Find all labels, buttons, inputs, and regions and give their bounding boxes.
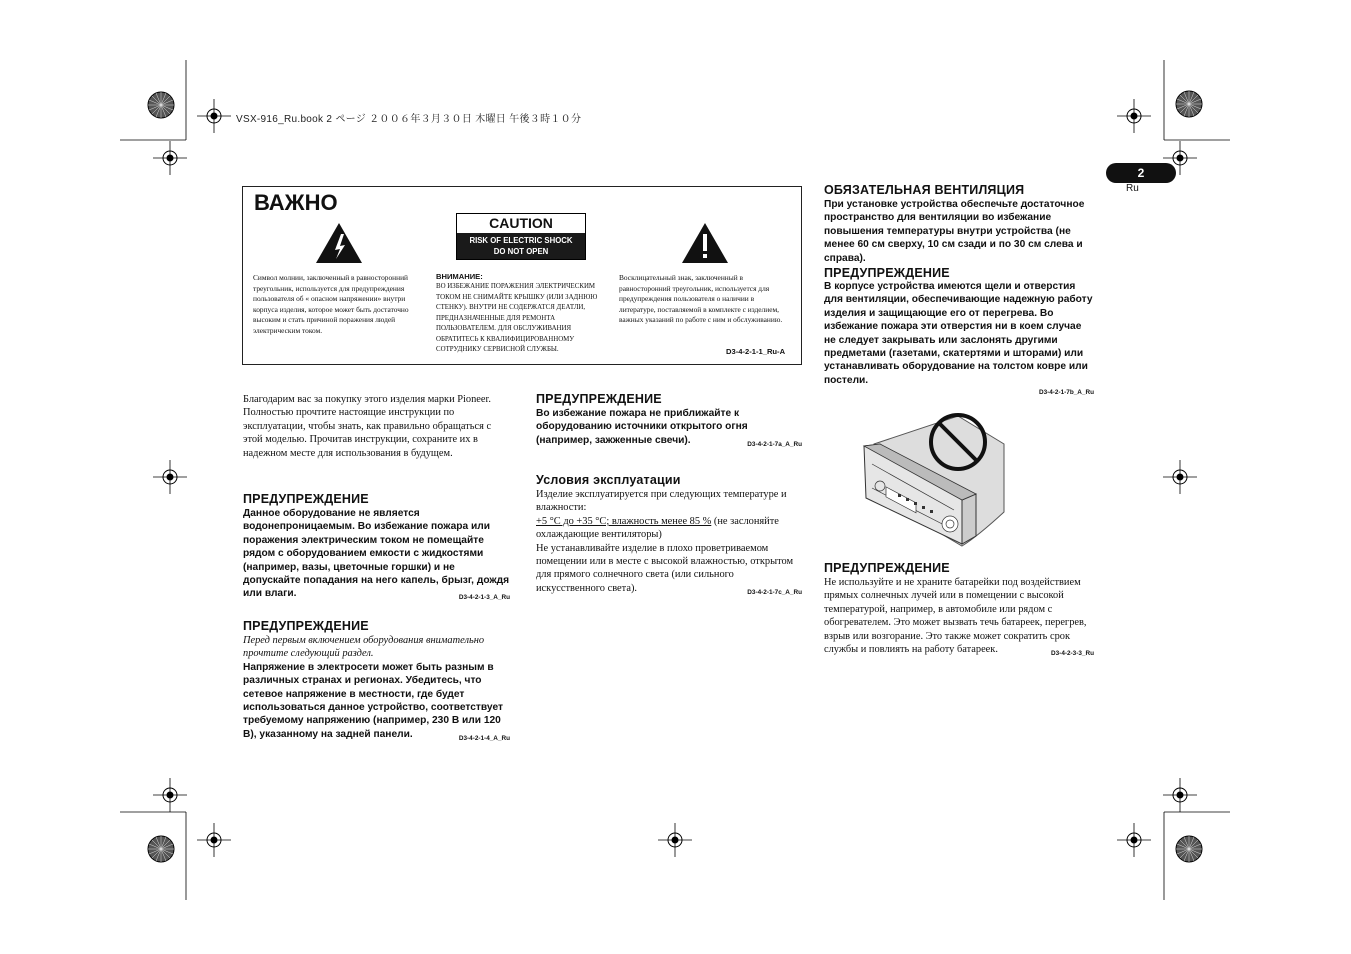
- caution-sublabel: [457, 233, 585, 259]
- operating-conditions-heading: Условия эксплуатации: [536, 473, 681, 487]
- warning-batteries-body: Не используйте и не храните батарейки под воздействием прямых солнечных лучей или в помещении с высокой температурой, например, в автомобиле или рядом с обогревателем. Это может вызвать течь батареек, перегрев, взрыв или возгорание. Это также может сократить срок службы и повлиять на работу батареек.: [824, 577, 1087, 656]
- important-box-code: D3-4-2-1-1_Ru-A: [726, 347, 786, 356]
- caution-label: [456, 213, 586, 260]
- warning-openings-text: В корпусе устройства имеются щели и отверстия для вентиляции, обеспечивающие надежную работу изделия и защищающие его от перегрева. Во избежание пожара эти отверстия ни в коем случае не следует закрывать или заслонять другими предметами (газетами, скатертями и шторами) или устанавливать оборудование на толстом ковре или постели.: [824, 281, 1093, 386]
- page-number-tab: 2: [1106, 163, 1176, 183]
- conditions-range: +5 °C до +35 °C; влажность менее 85 %: [536, 515, 712, 527]
- warning-fire-text: [536, 407, 802, 447]
- warning-fire-code: D3-4-2-1-7a_A_Ru: [747, 440, 802, 448]
- exclamation-triangle-icon: [681, 222, 729, 264]
- caution-text: ВО ИЗБЕЖАНИЕ ПОРАЖЕНИЯ ЭЛЕКТРИЧЕСКИМ ТОКОМ НЕ СНИМАЙТЕ КРЫШКУ (ИЛИ ЗАДНЮЮ СТЕНКУ). ВНУТРИ НЕ СОДЕРЖАТСЯ ДЕАТЛИ, ПРЕДНАЗНАЧЕННЫЕ ДЛЯ РЕМОНТА ПОЛЬЗОВАТЕЛЕМ. ДЛЯ ОБСЛУЖИВАНИЯ ОБРАТИТЕСЬ К КВАЛИФИЦИРОВАННОМУ СОТРУДНИКУ СЕРВИСНОЙ СЛУЖБЫ.: [436, 283, 598, 353]
- warning-voltage-heading: ПРЕДУПРЕЖДЕНИЕ: [243, 619, 369, 633]
- page-language: Ru: [1126, 183, 1139, 194]
- warning-voltage-body: Напряжение в электросети может быть разным в различных странах и регионах. Убедитесь, что сетевое напряжение в местности, где будет использоваться данное устройство, соответствует требуемому напряжению (например, 230 В или 120 В), указанному на задней панели.: [243, 661, 503, 740]
- caution-heading: ВНИМАНИЕ:: [436, 272, 483, 281]
- warning-water-text: [243, 507, 510, 601]
- warning-fire-section: [536, 392, 802, 451]
- caution-line-1: RISK OF ELECTRIC SHOCK: [469, 236, 573, 245]
- warning-batteries-text: [824, 576, 1094, 656]
- warning-water-code: D3-4-2-1-3_A_Ru: [458, 594, 510, 602]
- operating-conditions-code: D3-4-2-1-7c_A_Ru: [747, 588, 802, 596]
- warning-voltage-italic: Перед первым включением оборудования внимательно прочтите следующий раздел.: [243, 635, 485, 660]
- ventilation-heading: ОБЯЗАТЕЛЬНАЯ ВЕНТИЛЯЦИЯ: [824, 183, 1025, 197]
- warning-water-section: [243, 492, 510, 605]
- exclamation-description: Восклицательный знак, заключенный в равносторонний треугольник, используется для предупреждения пользователя о наличии в литературе, поставляемой в комплекте с изделием, важных указаний по работе с ним и обслуживанию.: [619, 273, 783, 324]
- warning-water-body: Данное оборудование не является водонепроницаемым. Во избежание пожара или поражения электрическим током не помещайте рядом с оборудованием емкости с жидкостями (например, вазы, цветочные горшки) и не допускайте попадания на него капель, брызг, дождя или влаги.: [243, 508, 510, 600]
- warning-openings-heading: ПРЕДУПРЕЖДЕНИЕ: [824, 266, 950, 281]
- warning-voltage-text: [243, 661, 510, 741]
- operating-conditions-section: [536, 473, 802, 599]
- warning-water-heading: ПРЕДУПРЕЖДЕНИЕ: [243, 492, 369, 506]
- warning-fire-heading: ПРЕДУПРЕЖДЕНИЕ: [536, 392, 662, 406]
- conditions-fans: (не заслоняйте охлаждающие вентиляторы): [536, 515, 779, 541]
- important-title: ВАЖНО: [254, 190, 338, 215]
- warning-fire-body: Во избежание пожара не приближайте к оборудованию источники открытого огня (например, зажженные свечи).: [536, 408, 748, 446]
- conditions-intro: Изделие эксплуатируется при следующих температуре и влажности:: [536, 489, 787, 514]
- warning-batteries-section: [824, 561, 1094, 660]
- lightning-description: Символ молнии, заключенный в равносторонний треугольник, используется для предупреждения пользователя об « опасном напряжении» внутри корпуса изделия, которое может быть достаточно высоким и стать причиной поражения людей электрическим током.: [253, 273, 409, 335]
- caution-title: CAUTION: [489, 215, 553, 231]
- file-header-line: VSX-916_Ru.book 2 ページ ２００６年３月３０日 木曜日 午後３時１０分: [236, 114, 582, 125]
- warning-batteries-code: D3-4-2-3-3_Ru: [1051, 650, 1094, 658]
- conditions-placement: Не устанавливайте изделие в плохо проветриваемом помещении или в месте с высокой влажностью, открытом для прямого солнечного света (или сильного искусственного света).: [536, 542, 794, 594]
- intro-paragraph: Благодарим вас за покупку этого изделия марки Pioneer. Полностью прочтите настоящие инструкции по эксплуатации, чтобы знать, как правильно обращаться с этой моделью. Прочитав инструкции, сохраните их в надежном месте для использования в будущем.: [243, 394, 492, 459]
- caution-description: [436, 272, 612, 356]
- caution-line-2: DO NOT OPEN: [493, 247, 549, 256]
- receiver-covered-prohibited-illustration: [858, 404, 1008, 554]
- ventilation-section: [824, 183, 1094, 396]
- warning-voltage-section: [243, 619, 510, 745]
- warning-openings-code: D3-4-2-1-7b_A_Ru: [1038, 389, 1094, 397]
- warning-batteries-heading: ПРЕДУПРЕЖДЕНИЕ: [824, 561, 950, 575]
- lightning-triangle-icon: [315, 222, 363, 264]
- operating-conditions-text: [536, 488, 802, 595]
- ventilation-text: При установке устройства обеспечьте достаточное пространство для вентиляции во избежание повышения температуры внутри устройства (не менее 60 см сверху, 10 см сзади и по 30 см слева и справа).: [824, 199, 1085, 264]
- warning-voltage-code: D3-4-2-1-4_A_Ru: [458, 734, 510, 742]
